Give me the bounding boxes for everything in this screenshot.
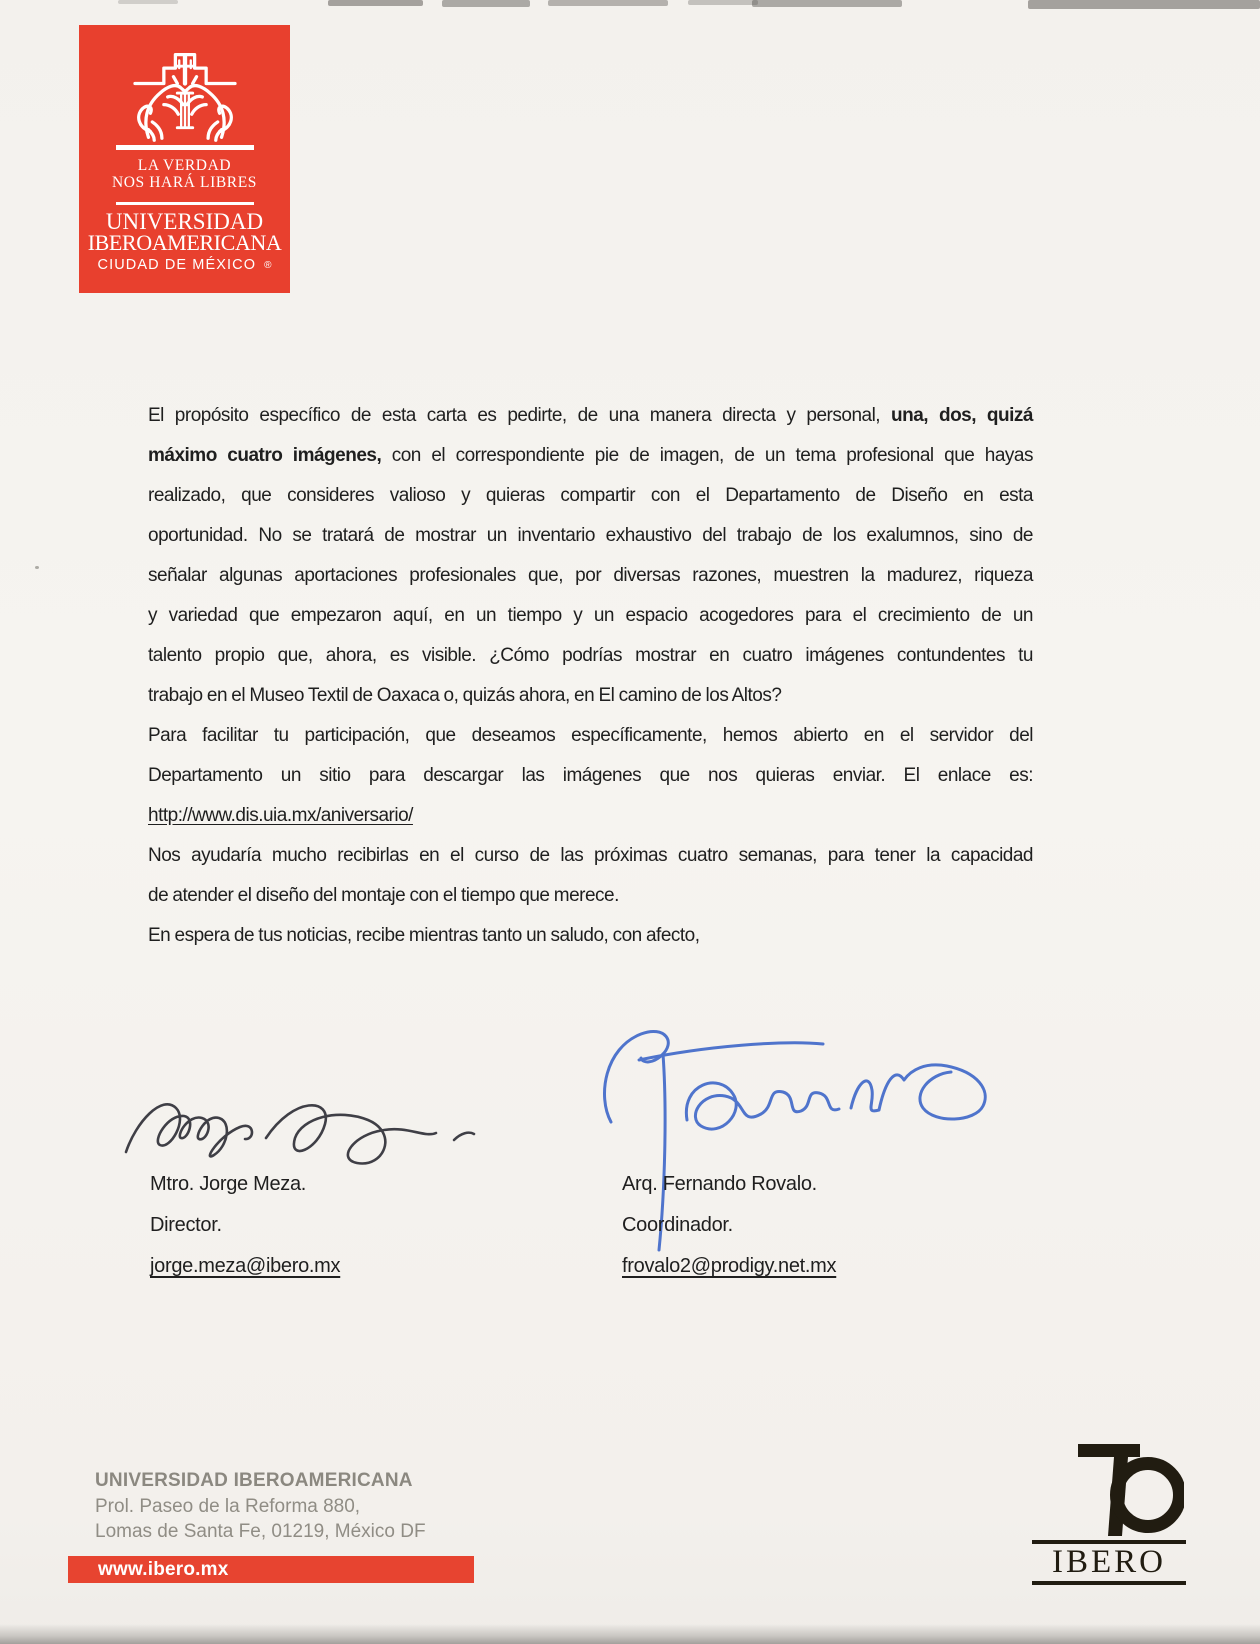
- ibero-70-mark-icon: [1078, 1438, 1184, 1538]
- jorge-meza-signature: [118, 1078, 478, 1173]
- footer-address: [95, 1468, 426, 1545]
- body-line: [148, 796, 1033, 836]
- scan-artifact: [442, 0, 530, 7]
- letter-body: [148, 396, 1033, 956]
- body-line: oportunidad. No se tratará de mostrar un inventario exhaustivo del trabajo de los exalumnos, sino de: [148, 525, 1033, 546]
- ibero-logo-rule: [1032, 1581, 1186, 1585]
- body-line: En espera de tus noticias, recibe mientras tanto un saludo, con afecto,: [148, 925, 700, 946]
- scan-artifact: [688, 0, 758, 5]
- website-url: www.ibero.mx: [98, 1559, 229, 1580]
- signer-name: Arq. Fernando Rovalo.: [622, 1173, 817, 1195]
- body-line: de atender el diseño del montaje con el tiempo que merece.: [148, 885, 619, 906]
- signer-name: Mtro. Jorge Meza.: [150, 1173, 307, 1195]
- footer-university-name: UNIVERSIDAD IBEROAMERICANA: [95, 1470, 413, 1491]
- signer-block-jorge-meza: [150, 1164, 570, 1287]
- signer-role: Coordinador.: [622, 1214, 733, 1236]
- signer-email-link[interactable]: jorge.meza@ibero.mx: [150, 1255, 341, 1277]
- scan-edge-shadow: [0, 1624, 1260, 1644]
- scan-speck: [35, 566, 39, 569]
- campus-line: CIUDAD DE MÉXICO ®: [97, 257, 272, 273]
- scan-artifact: [752, 0, 902, 7]
- body-line: Nos ayudaría mucho recibirlas en el curso de las próximas cuatro semanas, para tener la capacidad: [148, 845, 1033, 866]
- crest-ground-rule: [116, 145, 254, 150]
- body-line: y variedad que empezaron aquí, en un tiempo y un espacio acogedores para el crecimiento de un: [148, 605, 1033, 626]
- university-crest-icon: [105, 45, 265, 145]
- body-line: trabajo en el Museo Textil de Oaxaca o, quizás ahora, en El camino de los Altos?: [148, 685, 782, 706]
- body-line: Departamento un sitio para descargar las imágenes que nos quieras enviar. El enlace es:: [148, 765, 1033, 786]
- body-line: realizado, que consideres valioso y quieras compartir con el Departamento de Diseño en esta: [148, 485, 1033, 506]
- aniversario-link[interactable]: http://www.dis.uia.mx/aniversario/: [148, 805, 413, 826]
- body-line: El propósito específico de esta carta es pedirte, de una manera directa y personal, una, dos, quizá: [148, 405, 1033, 426]
- body-line: máximo cuatro imágenes, con el correspondiente pie de imagen, de un tema profesional que hayas: [148, 445, 1033, 466]
- signer-role: Director.: [150, 1214, 222, 1236]
- registered-trademark-symbol: ®: [264, 260, 272, 271]
- footer-address-line: Lomas de Santa Fe, 01219, México DF: [95, 1521, 426, 1542]
- motto-divider-rule: [116, 202, 254, 205]
- scan-artifact: [1028, 0, 1260, 9]
- ibero-70-logo: [1032, 1438, 1186, 1588]
- website-bar: [68, 1556, 474, 1583]
- scan-artifact: [328, 0, 423, 6]
- university-motto: LA VERDAD NOS HARÁ LIBRES: [111, 157, 258, 191]
- ibero-logo-wordmark: IBERO: [1052, 1544, 1166, 1580]
- body-line: talento propio que, ahora, es visible. ¿Cómo podrías mostrar en cuatro imágenes contundentes tu: [148, 645, 1033, 666]
- body-line: Para facilitar tu participación, que deseamos específicamente, hemos abierto en el servidor del: [148, 725, 1033, 746]
- signer-email-link[interactable]: frovalo2@prodigy.net.mx: [622, 1255, 837, 1277]
- scan-artifact: [548, 0, 668, 6]
- footer-address-line: Prol. Paseo de la Reforma 880,: [95, 1495, 361, 1517]
- body-line: señalar algunas aportaciones profesionales que, por diversas razones, muestren la madurez, riqueza: [148, 565, 1033, 586]
- signer-block-fernando-rovalo: [622, 1164, 1042, 1287]
- scan-artifact: [118, 0, 178, 4]
- university-logo-block: [79, 25, 290, 293]
- university-name: UNIVERSIDAD IBEROAMERICANA: [87, 209, 282, 255]
